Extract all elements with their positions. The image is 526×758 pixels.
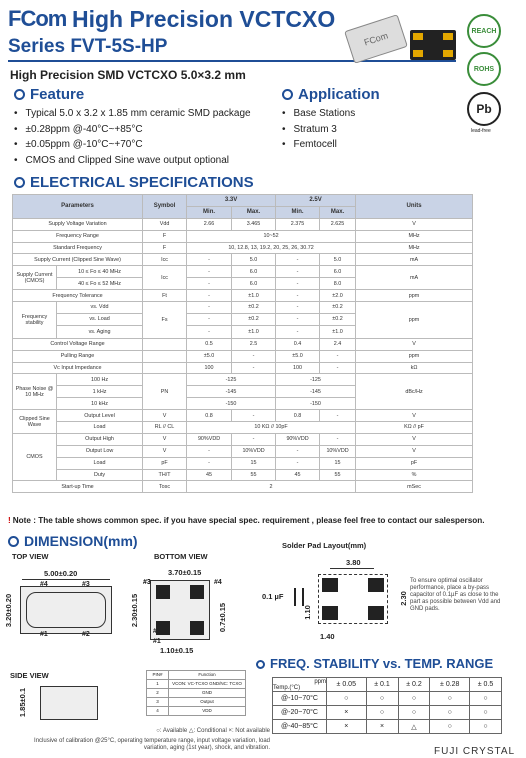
spec-note: ! Note : The table shows common spec. if you have special spec. requirement , please feel free to contact our salesperson. bbox=[8, 516, 485, 525]
table-cell: Clipped Sine Wave bbox=[13, 410, 57, 434]
table-cell: dBc/Hz bbox=[356, 374, 473, 410]
table-cell: - bbox=[187, 457, 232, 469]
table-cell: V bbox=[356, 445, 473, 457]
table-row bbox=[13, 433, 473, 445]
table-cell: ±2.0 bbox=[320, 290, 356, 302]
table-cell: - bbox=[276, 266, 320, 278]
side-view-outline bbox=[40, 686, 98, 720]
table-cell: Vdd bbox=[143, 218, 187, 230]
table-row bbox=[13, 302, 473, 314]
chip-label: FCom bbox=[362, 30, 390, 48]
top-width-dim: 5.00±0.20 bbox=[44, 569, 78, 578]
table-cell: -125 bbox=[276, 374, 356, 386]
table-cell: V bbox=[143, 410, 187, 422]
table-cell: V bbox=[143, 445, 187, 457]
table-cell: mA bbox=[356, 254, 473, 266]
table-cell: V bbox=[356, 433, 473, 445]
table-cell: 15 bbox=[232, 457, 276, 469]
table-cell: - bbox=[320, 362, 356, 374]
feature-heading: Feature bbox=[14, 86, 84, 103]
legend-text: ○: Available △: Conditional ×: Not available bbox=[156, 728, 270, 734]
product-subtitle: High Precision SMD VCTCXO 5.0×3.2 mm bbox=[10, 68, 246, 82]
table-row: @-10~70°C ○ ○ ○ ○ ○ bbox=[273, 692, 502, 706]
lead-free-label: lead-free bbox=[471, 128, 491, 134]
pad-width-dim: 1.10±0.15 bbox=[160, 646, 194, 655]
table-cell: KΩ // pF bbox=[356, 422, 473, 434]
product-photo-top bbox=[344, 14, 408, 64]
table-cell: Supply Current (Clipped Sine Wave) bbox=[13, 254, 143, 266]
table-cell: ±5.0 bbox=[276, 350, 320, 362]
table-cell: - bbox=[276, 290, 320, 302]
table-cell: -145 bbox=[276, 386, 356, 398]
table-cell: Ft bbox=[143, 290, 187, 302]
table-cell: 6.0 bbox=[232, 266, 276, 278]
footer-brand: FUJI CRYSTAL bbox=[434, 746, 516, 757]
table-cell: - bbox=[187, 266, 232, 278]
table-cell: - bbox=[276, 325, 320, 338]
table-cell: Duty bbox=[57, 469, 143, 481]
list-item: • CMOS and Clipped Sine wave output optional bbox=[14, 153, 284, 169]
freq-stability-icon bbox=[256, 660, 265, 669]
table-cell: Output Low bbox=[57, 445, 143, 457]
table-cell: Vc Input Impedance bbox=[13, 362, 143, 374]
table-cell: F bbox=[143, 242, 187, 254]
legend-detail: Inclusive of calibration @25°C, operating temperature range, input voltage variation, load variation, aging (1st year), shock, and vibration. bbox=[34, 738, 270, 751]
table-cell: 100 bbox=[187, 362, 232, 374]
list-item: • Femtocell bbox=[282, 137, 452, 153]
table-cell: 0.5 bbox=[187, 338, 232, 350]
table-cell: - bbox=[232, 362, 276, 374]
table-cell: - bbox=[187, 278, 232, 290]
table-cell: 0.8 bbox=[187, 410, 232, 422]
freq-stability-heading: FREQ. STABILITY vs. TEMP. RANGE bbox=[256, 656, 493, 671]
table-cell: ±0.2 bbox=[320, 302, 356, 314]
table-cell: 0.4 bbox=[276, 338, 320, 350]
dimension-heading: DIMENSION(mm) bbox=[8, 533, 138, 549]
table-cell: V bbox=[356, 338, 473, 350]
pad-height-dim: 0.7±0.15 bbox=[218, 602, 228, 633]
table-cell: ±0.2 bbox=[232, 313, 276, 325]
table-cell: - bbox=[320, 410, 356, 422]
electrical-spec-table bbox=[12, 194, 473, 493]
table-cell: CMOS bbox=[13, 433, 57, 481]
dim-line bbox=[22, 579, 110, 580]
table-row bbox=[13, 230, 473, 242]
header-divider bbox=[8, 60, 456, 62]
side-view-label: SIDE VIEW bbox=[10, 671, 49, 680]
table-cell: Pulling Range bbox=[13, 350, 143, 362]
table-cell: 2.625 bbox=[320, 218, 356, 230]
pad-note: To ensure optimal oscillator performance, place a by-pass capacitor of 0.1µF as close to the part as possible between Vdd and GND pads. bbox=[410, 578, 501, 612]
table-row: 2 GND bbox=[147, 689, 246, 698]
top-view-lid bbox=[26, 592, 106, 628]
table-cell: ±1.0 bbox=[320, 325, 356, 338]
table-cell: vs. Load bbox=[57, 313, 143, 325]
application-heading: Application bbox=[282, 86, 380, 103]
table-cell: - bbox=[187, 325, 232, 338]
electrical-heading: ELECTRICAL SPECIFICATIONS bbox=[14, 174, 254, 191]
table-cell: 0.8 bbox=[276, 410, 320, 422]
table-cell: 45 bbox=[187, 469, 232, 481]
table-cell: 3.465 bbox=[232, 218, 276, 230]
bottom-height-dim: 2.30±0.15 bbox=[130, 593, 140, 628]
table-cell: 2.375 bbox=[276, 218, 320, 230]
table-row: @-20~70°C × ○ ○ ○ ○ bbox=[273, 706, 502, 720]
table-cell: 8.0 bbox=[320, 278, 356, 290]
table-cell: PN bbox=[143, 374, 187, 410]
table-row: @-40~85°C × × △ ○ ○ bbox=[273, 720, 502, 734]
table-cell: F bbox=[143, 230, 187, 242]
table-cell: 10 KΩ // 10pF bbox=[187, 422, 356, 434]
rohs-badge-icon: ROHS bbox=[467, 52, 501, 86]
table-cell: Start-up Time bbox=[13, 481, 143, 493]
application-icon bbox=[282, 89, 293, 100]
table-cell: Icc bbox=[143, 266, 187, 290]
table-cell: 40 ≤ Fo ≤ 52 MHz bbox=[57, 278, 143, 290]
table-cell: 5.0 bbox=[232, 254, 276, 266]
table-cell: - bbox=[187, 313, 232, 325]
table-row: 4 VDD bbox=[147, 707, 246, 716]
table-cell: - bbox=[187, 445, 232, 457]
table-row: Min. Max. Min. Max. bbox=[13, 206, 473, 218]
table-cell: ppm bbox=[356, 350, 473, 362]
reach-badge-icon: REACH bbox=[467, 14, 501, 48]
pin-table bbox=[146, 670, 246, 716]
table-cell: 10%VDD bbox=[232, 445, 276, 457]
company-logo: FCom bbox=[8, 6, 67, 31]
table-cell: Fs bbox=[143, 302, 187, 339]
capacitor-label: 0.1 µF bbox=[262, 592, 284, 601]
dimension-icon bbox=[8, 536, 19, 547]
table-cell: Standard Frequency bbox=[13, 242, 143, 254]
table-cell: Output High bbox=[57, 433, 143, 445]
table-cell: ±5.0 bbox=[187, 350, 232, 362]
table-cell: Output Level bbox=[57, 410, 143, 422]
table-cell: 1 kHz bbox=[57, 386, 143, 398]
table-cell: Icc bbox=[143, 254, 187, 266]
table-cell: 2.66 bbox=[187, 218, 232, 230]
feature-icon bbox=[14, 89, 25, 100]
table-row bbox=[13, 481, 473, 493]
table-cell: 90%VDD bbox=[187, 433, 232, 445]
table-cell: kΩ bbox=[356, 362, 473, 374]
table-cell: V bbox=[356, 218, 473, 230]
table-cell: 15 bbox=[320, 457, 356, 469]
table-cell: V bbox=[356, 410, 473, 422]
table-cell: 2 bbox=[187, 481, 356, 493]
pad-span-dim: 3.80 bbox=[346, 558, 361, 567]
table-row bbox=[13, 338, 473, 350]
table-cell: 5.0 bbox=[320, 254, 356, 266]
table-cell: Load bbox=[57, 457, 143, 469]
table-cell: - bbox=[276, 254, 320, 266]
table-cell: mA bbox=[356, 266, 473, 290]
table-cell: ppm bbox=[356, 302, 473, 339]
page-title: High Precision VCTCXO bbox=[72, 6, 336, 32]
product-photo-bottom bbox=[410, 30, 456, 60]
table-cell: 6.0 bbox=[320, 266, 356, 278]
table-cell: 10 ≤ Fo ≤ 40 MHz bbox=[57, 266, 143, 278]
list-item: • Typical 5.0 x 3.2 x 1.85 mm ceramic SMD package bbox=[14, 106, 284, 122]
table-row: 1 VCON: VC-TCXO GND/NC: TCXO bbox=[147, 680, 246, 689]
table-cell: 10%VDD bbox=[320, 445, 356, 457]
table-cell: - bbox=[232, 410, 276, 422]
table-cell: 90%VDD bbox=[276, 433, 320, 445]
table-cell: 6.0 bbox=[232, 278, 276, 290]
table-cell: 55 bbox=[232, 469, 276, 481]
pad-vsize-dim: 1.10 bbox=[302, 605, 312, 620]
application-list bbox=[282, 106, 452, 153]
table-cell: - bbox=[232, 350, 276, 362]
series-title: Series FVT-5S-HP bbox=[8, 36, 168, 57]
pad-vspan-dim: 2.30 bbox=[398, 591, 408, 606]
top-height-dim: 3.20±0.20 bbox=[4, 593, 14, 628]
capacitor-icon bbox=[294, 588, 304, 606]
electrical-icon bbox=[14, 177, 25, 188]
table-cell: Frequency stability bbox=[13, 302, 57, 339]
table-cell: - bbox=[276, 313, 320, 325]
table-row bbox=[13, 422, 473, 434]
table-cell: Load bbox=[57, 422, 143, 434]
table-cell: 2.5 bbox=[232, 338, 276, 350]
bottom-width-dim: 3.70±0.15 bbox=[168, 568, 202, 577]
list-item: • ±0.05ppm @-10°C~+70°C bbox=[14, 137, 284, 153]
table-row bbox=[13, 254, 473, 266]
lead-free-badge-icon bbox=[467, 92, 501, 126]
side-height-dim: 1.85±0.1 bbox=[18, 687, 28, 718]
solder-pad-label: Solder Pad Layout(mm) bbox=[282, 541, 367, 550]
list-item: • Stratum 3 bbox=[282, 122, 452, 138]
table-row bbox=[13, 290, 473, 302]
table-row bbox=[13, 362, 473, 374]
pb-label: Pb bbox=[476, 102, 492, 116]
table-row bbox=[13, 242, 473, 254]
table-cell: - bbox=[276, 302, 320, 314]
feature-list bbox=[14, 106, 284, 168]
table-cell: V bbox=[143, 433, 187, 445]
table-cell: Frequency Range bbox=[13, 230, 143, 242]
table-cell: - bbox=[187, 254, 232, 266]
table-cell: ±1.0 bbox=[232, 325, 276, 338]
table-cell: 2.4 bbox=[320, 338, 356, 350]
table-cell bbox=[143, 350, 187, 362]
table-cell: 55 bbox=[320, 469, 356, 481]
table-row bbox=[13, 410, 473, 422]
table-row bbox=[13, 374, 473, 386]
table-cell bbox=[143, 362, 187, 374]
table-cell: Frequency Tolerance bbox=[13, 290, 143, 302]
table-cell: - bbox=[320, 350, 356, 362]
table-cell: 45 bbox=[276, 469, 320, 481]
table-cell: - bbox=[276, 457, 320, 469]
table-cell: Supply Current (CMOS) bbox=[13, 266, 57, 290]
table-cell: ±0.2 bbox=[320, 313, 356, 325]
table-cell: 10, 12.8, 13, 19.2, 20, 25, 26, 30.72 bbox=[187, 242, 356, 254]
bottom-view-label: BOTTOM VIEW bbox=[154, 552, 208, 561]
table-row: 3 Output bbox=[147, 698, 246, 707]
table-cell: - bbox=[187, 290, 232, 302]
table-cell: pF bbox=[143, 457, 187, 469]
table-cell: mSec bbox=[356, 481, 473, 493]
table-cell: -125 bbox=[187, 374, 276, 386]
table-cell: vs. Aging bbox=[57, 325, 143, 338]
table-cell: ppm bbox=[356, 290, 473, 302]
table-cell: % bbox=[356, 469, 473, 481]
table-cell: - bbox=[276, 445, 320, 457]
table-cell: TH/T bbox=[143, 469, 187, 481]
table-cell: - bbox=[187, 302, 232, 314]
table-cell: ±0.2 bbox=[232, 302, 276, 314]
table-cell: - bbox=[320, 433, 356, 445]
table-row bbox=[13, 445, 473, 457]
table-row bbox=[13, 350, 473, 362]
table-cell: Phase Noise @ 10 MHz bbox=[13, 374, 57, 410]
table-cell: 100 Hz bbox=[57, 374, 143, 386]
table-cell: Control Voltage Range bbox=[13, 338, 143, 350]
table-row: Parameters Symbol 3.3V 2.5V Units bbox=[13, 195, 473, 207]
top-view-label: TOP VIEW bbox=[12, 552, 49, 561]
table-cell: RL // CL bbox=[143, 422, 187, 434]
list-item: • Base Stations bbox=[282, 106, 452, 122]
table-cell: -145 bbox=[187, 386, 276, 398]
table-cell: MHz bbox=[356, 230, 473, 242]
table-cell: - bbox=[276, 278, 320, 290]
table-cell bbox=[143, 338, 187, 350]
table-row: PIN# Function bbox=[147, 671, 246, 680]
table-cell: vs. Vdd bbox=[57, 302, 143, 314]
table-row bbox=[13, 457, 473, 469]
table-cell: 10~52 bbox=[187, 230, 356, 242]
table-cell: Supply Voltage Variation bbox=[13, 218, 143, 230]
table-row bbox=[13, 218, 473, 230]
table-cell: 100 bbox=[276, 362, 320, 374]
table-cell: MHz bbox=[356, 242, 473, 254]
freq-stability-table bbox=[272, 677, 502, 734]
table-cell: Tosc bbox=[143, 481, 187, 493]
table-cell: ±1.0 bbox=[232, 290, 276, 302]
table-cell: -150 bbox=[187, 398, 276, 410]
table-cell: 10 kHz bbox=[57, 398, 143, 410]
pad-hsize-dim: 1.40 bbox=[320, 632, 335, 641]
warning-icon: ! bbox=[8, 516, 11, 525]
list-item: • ±0.28ppm @-40°C~+85°C bbox=[14, 122, 284, 138]
table-cell: -150 bbox=[276, 398, 356, 410]
table-row bbox=[13, 266, 473, 278]
table-row: ppm Temp.(°C) ± 0.05 ± 0.1 ± 0.2 ± 0.28 ± 0.5 bbox=[273, 678, 502, 692]
table-row bbox=[13, 469, 473, 481]
table-cell: pF bbox=[356, 457, 473, 469]
table-cell: - bbox=[232, 433, 276, 445]
